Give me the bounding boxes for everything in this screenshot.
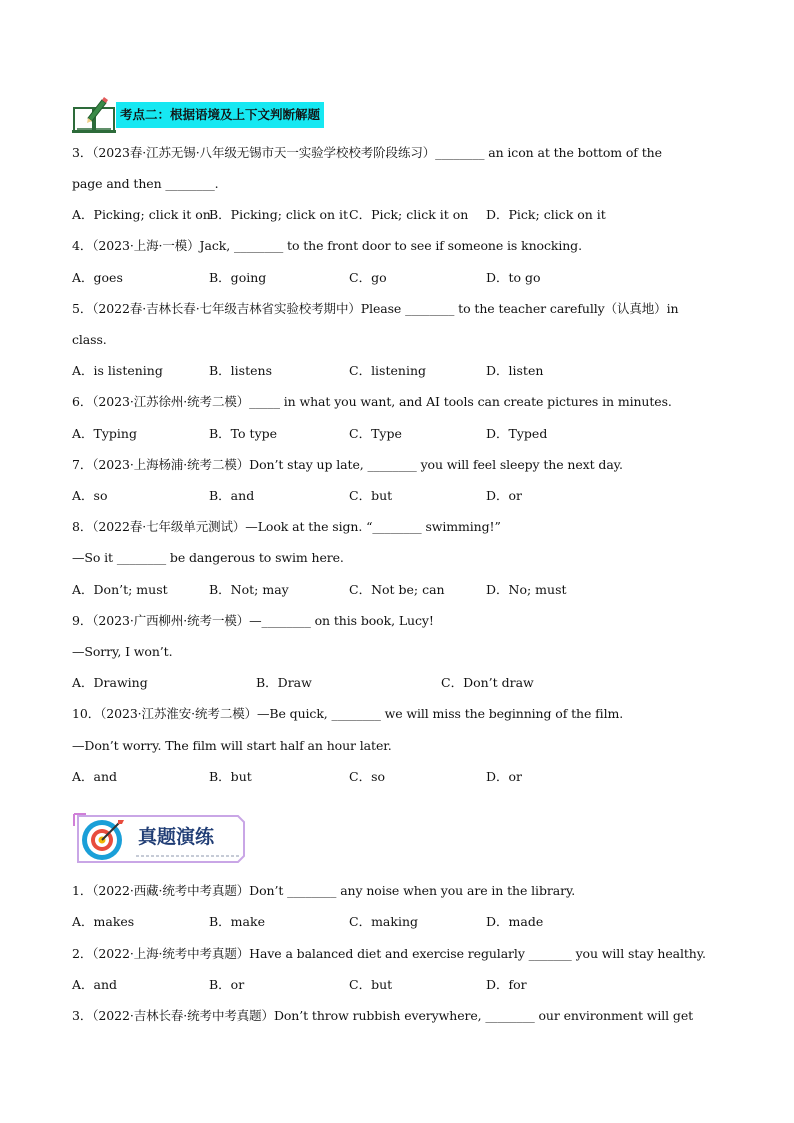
r2-option-d: D．for <box>486 977 527 992</box>
section-header-real-exam <box>72 812 252 866</box>
q8-option-c: C．Not be; can <box>349 582 445 597</box>
q5-option-b: B．listens <box>209 363 272 378</box>
section-header-topic2 <box>72 96 352 134</box>
question-6-line1: 6．（2023·江苏徐州·统考二模）_____ in what you want, and AI tools can create pictures in minutes. <box>72 394 672 409</box>
q8-option-a: A．Don’t; must <box>72 582 168 597</box>
q7-option-a: A．so <box>72 488 108 503</box>
question-9-line1: 9．（2023·广西柳州·统考一模）—________ on this book, Lucy! <box>72 613 434 628</box>
question-5-line2: class. <box>72 332 107 347</box>
q4-option-a: A．goes <box>72 270 123 285</box>
q4-option-c: C．go <box>349 270 387 285</box>
q10-option-d: D．or <box>486 769 523 784</box>
q8-option-d: D．No; must <box>486 582 567 597</box>
real-question-2-line1: 2．（2022·上海·统考中考真题）Have a balanced diet and exercise regularly _______ you will stay healthy. <box>72 946 706 961</box>
q7-option-d: D．or <box>486 488 523 503</box>
q6-option-a: A．Typing <box>72 426 137 441</box>
q3-option-b: B．Picking; click on it <box>209 207 349 222</box>
question-3-line1: 3．（2023春·江苏无锡·八年级无锡市天一实验学校校考阶段练习）________ an icon at the bottom of the <box>72 145 662 160</box>
q3-option-d: D．Pick; click on it <box>486 207 606 222</box>
r2-option-b: B．or <box>209 977 245 992</box>
q8-option-b: B．Not; may <box>209 582 289 597</box>
book-pencil-icon <box>72 96 116 134</box>
real-question-1-line1: 1．（2022·西藏·统考中考真题）Don’t ________ any noise when you are in the library. <box>72 883 576 898</box>
q4-option-b: B．going <box>209 270 267 285</box>
r2-option-a: A．and <box>72 977 118 992</box>
question-10-line1: 10．（2023·江苏淮安·统考二模）—Be quick, ________ we will miss the beginning of the film. <box>72 706 624 721</box>
q5-option-c: C．listening <box>349 363 426 378</box>
q10-option-a: A．and <box>72 769 118 784</box>
r2-option-c: C．but <box>349 977 393 992</box>
r1-option-a: A．makes <box>72 914 135 929</box>
q9-option-c: C．Don’t draw <box>441 675 534 690</box>
q5-option-a: A．is listening <box>72 363 163 378</box>
question-9-line2: —Sorry, I won’t. <box>72 644 173 659</box>
q7-option-b: B．and <box>209 488 255 503</box>
real-question-3-line1: 3．（2022·吉林长春·统考中考真题）Don’t throw rubbish everywhere, ________ our environment will get <box>72 1008 694 1023</box>
q6-option-d: D．Typed <box>486 426 548 441</box>
r1-option-c: C．making <box>349 914 418 929</box>
q10-option-c: C．so <box>349 769 386 784</box>
target-icon <box>80 816 126 862</box>
section-title: 考点二：根据语境及上下文判断解题 <box>116 102 324 128</box>
r1-option-d: D．made <box>486 914 544 929</box>
question-10-line2: —Don’t worry. The film will start half an hour later. <box>72 738 392 753</box>
q3-option-c: C．Pick; click it on <box>349 207 469 222</box>
q6-option-c: C．Type <box>349 426 402 441</box>
q9-option-b: B．Draw <box>256 675 312 690</box>
q9-option-a: A．Drawing <box>72 675 148 690</box>
question-4-line1: 4．（2023·上海·一模）Jack, ________ to the front door to see if someone is knocking. <box>72 238 582 253</box>
q3-option-a: A．Picking; click it on <box>72 207 211 222</box>
question-7-line1: 7．（2023·上海杨浦·统考二模）Don’t stay up late, ________ you will feel sleepy the next day. <box>72 457 623 472</box>
q5-option-d: D．listen <box>486 363 544 378</box>
question-3-line2: page and then ________. <box>72 176 219 191</box>
question-8-line1: 8．（2022春·七年级单元测试）—Look at the sign. “________ swimming!” <box>72 519 501 534</box>
question-8-line2: —So it ________ be dangerous to swim here. <box>72 550 344 565</box>
question-5-line1: 5．（2022春·吉林长春·七年级吉林省实验校考期中）Please ________ to the teacher carefully（认真地）in <box>72 301 679 316</box>
q10-option-b: B．but <box>209 769 252 784</box>
r1-option-b: B．make <box>209 914 265 929</box>
q4-option-d: D．to go <box>486 270 541 285</box>
q7-option-c: C．but <box>349 488 393 503</box>
q6-option-b: B．To type <box>209 426 278 441</box>
section-title: 真题演练 <box>138 826 215 848</box>
